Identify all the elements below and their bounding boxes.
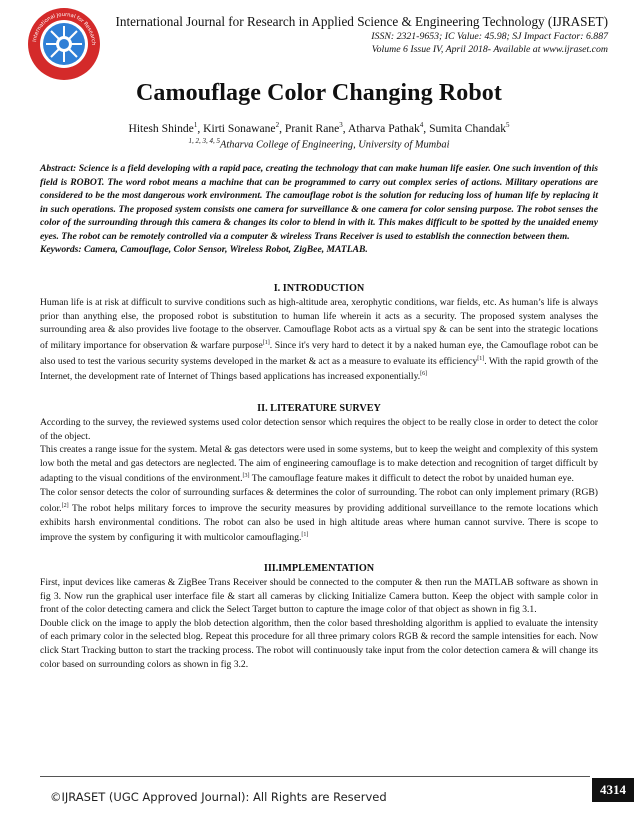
introduction-body bbox=[40, 296, 598, 384]
section-heading-literature-survey: II. LITERATURE SURVEY bbox=[257, 403, 381, 414]
journal-logo bbox=[26, 6, 102, 82]
implementation-body bbox=[40, 576, 598, 671]
page-number: 4314 bbox=[592, 778, 634, 802]
volume-line: Volume 6 Issue IV, April 2018- Available at www.ijraset.com bbox=[371, 44, 608, 55]
journal-name: International Journal for Research in Applied Science & Engineering Technology (IJRASET) bbox=[115, 14, 608, 29]
abstract-text: Abstract: Science is a field developing with a rapid pace, creating the technology that can make human life easier. One such invention of this field is ROBOT. The word robot means a machine that can be programmed to carry out complex series of actions. Military operations are considered to be the most dangerous work environment. The camouflage robot is the solution for reducing loss of human life by replacing it in such operations. The proposed system consists one camera for surveillance & one camera for color sensing purpose. The robot senses the color of the surrounding through this camera & changes its color to blend in with it. This makes difficult to be spotted by the unaided enemy eyes. The robot can be remotely controlled via a computer & wireless Trans Receiver is used to establish the connection between them. bbox=[40, 163, 598, 242]
literature-survey-body bbox=[40, 416, 598, 545]
issn-line: ISSN: 2321-9653; IC Value: 45.98; SJ Impact Factor: 6.887 bbox=[371, 31, 608, 42]
section-heading-implementation: III.IMPLEMENTATION bbox=[263, 563, 375, 574]
section-heading-introduction: I. INTRODUCTION bbox=[273, 283, 365, 294]
footer-rule bbox=[40, 776, 590, 777]
paragraph: First, input devices like cameras & ZigBee Trans Receiver should be connected to the computer & then run the MATLAB software as shown in fig 3. Now run the graphical user interface file & start all cameras by clicking Initialize Camera button. Keep the object with sample color in front of the color detecting camera and click the Select Target button to capture the image color of that object as shown in fig 3.1. bbox=[40, 577, 598, 616]
author-name: Atharva Pathak bbox=[347, 121, 420, 135]
footer-copyright: ©IJRASET (UGC Approved Journal): All Rights are Reserved bbox=[50, 790, 387, 804]
affiliation: $^{1, 2, 3, 4, 5}$Atharva College of Engineering, University of Mumbai bbox=[188, 137, 450, 151]
paragraph: This creates a range issue for the system. Metal & gas detectors were used in some systems, but to keep the weight and complexity of this system low both the metal and gas detectors are neglected. The aim of engineering camouflage is to make detection and recognition of target difficult by adapting to the visual conditions of the environment.[3] The camouflage feature makes it difficult to detect the robot by unaided human eye. bbox=[40, 444, 598, 485]
paper-title: Camouflage Color Changing Robot bbox=[135, 80, 503, 106]
author-name: Kirti Sonawane bbox=[203, 121, 276, 135]
author-list: Hitesh Shinde$^1$, Kirti Sonawane$^2$, Pranit Rane$^3$, Atharva Pathak$^4$, Sumita Chandak$^5$ bbox=[128, 121, 510, 135]
paragraph: The color sensor detects the color of surrounding surfaces & determines the color of surrounding. The robot can only implement primary (RGB) color.[2] The robot helps military forces to improve the security measures by providing additional surveillance to the remote locations which exhibits harsh environmental conditions. The robot can also be used in high altitude areas where human cannot survive. There is scope to improve the system by configuring it with multicolor camouflaging.[1] bbox=[40, 487, 598, 544]
journal-header bbox=[108, 14, 608, 56]
paragraph: Double click on the image to apply the blob detection algorithm, then the color based thresholding algorithm is applied to evaluate the intensity of each primary color in the selected blog. Repeat this procedure for all three primary colors RGB & record the sample intensities for each. Now click Start Tracking button to start the tracking process. The robot will continuously take input from the color detection camera & will change its color based on surrounding colors as shown in fig 3.2. bbox=[40, 617, 598, 670]
keywords: Keywords: Camera, Camouflage, Color Sensor, Wireless Robot, ZigBee, MATLAB. bbox=[40, 244, 368, 255]
paragraph: Human life is at risk at difficult to survive conditions such as high-altitude area, xerophytic conditions, war fields, etc. As human’s life is always prior than anything else, the proposed robot is substitution to human life wherein it acts as a security. The proposed system analyses the surrounding area & also provides live footage to the observer. Camouflage Robot acts as a virtual spy & can be sent into the strategic locations of military importance for observation & warfare purpose[1]. Since it's very hard to detect it by a naked human eye, the Camouflage robot can be also used to test the various security systems developed in the market & act as a measure to evaluate its efficiency[1]. With the rapid growth of the Internet, the development rate of Internet of Things based applications has increased exponentially.[6] bbox=[40, 297, 599, 383]
abstract bbox=[40, 162, 598, 257]
author-name: Sumita Chandak bbox=[429, 121, 507, 135]
logo-seal-icon bbox=[26, 6, 102, 82]
svg-text:International Journal for Rese: International Journal for Research bbox=[32, 11, 97, 46]
author-name: Pranit Rane bbox=[284, 121, 340, 135]
paragraph: According to the survey, the reviewed systems used color detection sensor which requires the object to be really close in order to detect the color of the object. bbox=[40, 417, 598, 442]
author-name: Hitesh Shinde bbox=[128, 121, 194, 135]
